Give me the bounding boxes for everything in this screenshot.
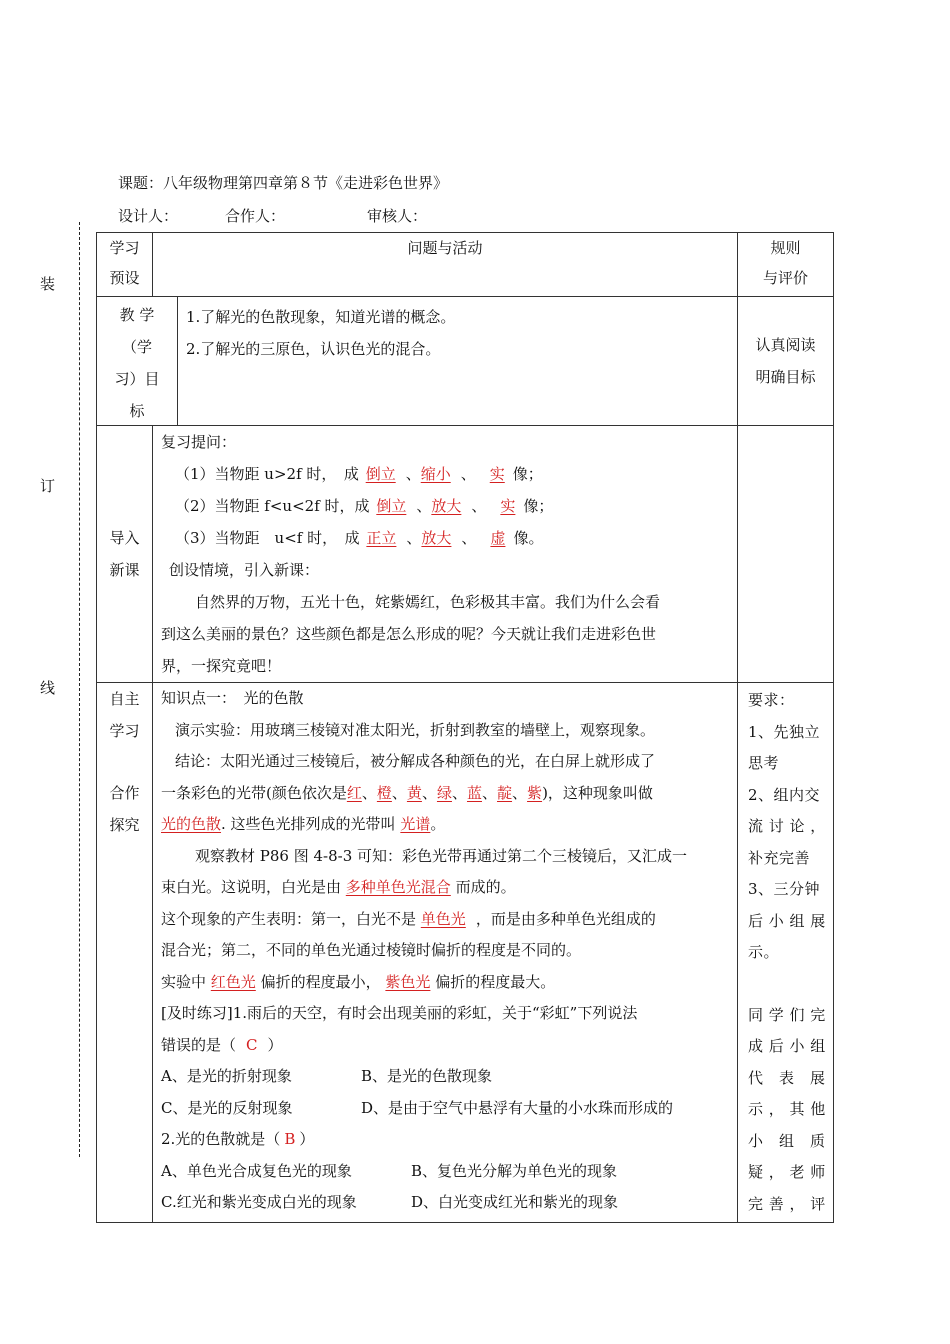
gutter-char-ding: 订: [40, 477, 56, 495]
knowledge-point-title: 知识点一： 光的色散: [161, 689, 304, 707]
answer: 光的色散: [161, 815, 222, 833]
gutter-char-zhuang: 装: [40, 275, 56, 293]
goals-cell: [97, 297, 738, 426]
goals-rule: 认真阅读 明确目标: [738, 297, 834, 426]
lesson-title: 课题：八年级物理第四章第８节《走进彩色世界》: [118, 174, 449, 192]
header-col1: 学习 预设: [97, 233, 153, 297]
intro-para: 界，一探究竟吧！: [161, 657, 282, 675]
option: B、复色光分解为单色光的现象: [411, 1161, 618, 1180]
option: A、是光的折射现象: [161, 1067, 292, 1085]
intro-content: [153, 426, 738, 683]
intro-para: 到这么美丽的景色？这些颜色都是怎么形成的呢？今天就让我们走进彩色世: [161, 625, 657, 643]
intro-row: [97, 426, 834, 683]
review-title: 复习提问：: [161, 433, 237, 451]
practice-question-2: 2.光的色散就是（ B ）: [161, 1130, 315, 1148]
demo-text: 演示实验：用玻璃三棱镜对准太阳光，折射到教室的墙壁上，观察现象。: [175, 720, 656, 739]
study-rules: 要求： 1、先独立 思考 2、组内交 流 讨 论 ， 补充完善 3、三分钟 后 小 组 展 示。 同 学 们 完 成 后 小 组 代 表 展 示 ， 其 他 小 组 质 疑 ， 老 师 完 善 ， 评: [738, 683, 834, 1223]
study-label: 自主 学习 合作 探究: [97, 683, 153, 1223]
header-col2: 问题与活动: [153, 233, 738, 297]
conclusion-text: 一条彩色的光带(颜色依次是红、橙、黄、绿、蓝、靛、紫)，这种现象叫做: [161, 783, 653, 802]
goal-item: 2.了解光的三原色，认识色光的混合。: [186, 340, 441, 358]
color-answer: 紫: [527, 783, 543, 802]
answer: 放大: [431, 497, 462, 515]
option: C.红光和紫光变成白光的现象: [161, 1193, 357, 1211]
study-row: [97, 683, 834, 1223]
answer: 多种单色光混合: [345, 878, 451, 896]
goals-row: [97, 297, 834, 426]
goals-label: 教 学 （学 习）目 标: [97, 297, 178, 425]
gutter-char-xian: 线: [40, 679, 56, 697]
option: B、是光的色散现象: [361, 1067, 493, 1085]
answer: 实: [489, 465, 505, 483]
header-col3: 规则 与评价: [738, 233, 834, 297]
goals-list: [178, 297, 737, 425]
observation-text: 观察教材 P86 图 4-8-3 可知：彩色光带再通过第二个三棱镜后，又汇成一: [195, 846, 688, 865]
color-answer: 靛: [497, 783, 513, 802]
answer: 虚: [490, 529, 506, 547]
binding-dashed-line: [79, 222, 80, 1157]
option: A、单色光合成复色光的现象: [161, 1161, 352, 1180]
practice-options-row: [161, 1156, 729, 1188]
partner-label: 合作人：: [225, 207, 286, 225]
color-answer: 黄: [406, 783, 422, 802]
color-answer: 绿: [436, 783, 452, 802]
color-answer: 橙: [376, 783, 392, 802]
practice-question-1-blank: 错误的是（ C ）: [161, 1035, 283, 1054]
phenomenon-text: 混合光；第二，不同的单色光通过棱镜时偏折的程度是不同的。: [161, 941, 582, 959]
answer: C: [246, 1035, 258, 1054]
phenomenon-text: 这个现象的产生表明：第一，白光不是 单色光 ，而是由多种单色光组成的: [161, 909, 656, 928]
review-q2: （2）当物距 f<u<2f 时，成 倒立 、放大 、 实 像；: [175, 497, 554, 515]
option: D、白光变成红光和紫光的现象: [411, 1193, 619, 1211]
answer: 单色光: [420, 909, 466, 928]
option: C、是光的反射现象: [161, 1098, 293, 1117]
study-content: [153, 683, 738, 1223]
practice-options-row: [161, 1187, 729, 1219]
answer: 紫色光: [385, 972, 431, 991]
intro-label: 导入 新课: [97, 426, 153, 683]
conclusion-text: 光的色散. 这些色光排列成的光带叫 光谱。: [161, 815, 446, 833]
answer: 放大: [421, 529, 452, 547]
answer: 倒立: [376, 497, 407, 515]
answer: 缩小: [420, 465, 451, 483]
color-answer: 红: [346, 783, 362, 802]
practice-options-row: [161, 1061, 729, 1093]
observation-text: 束白光。这说明，白光是由 多种单色光混合 而成的。: [161, 878, 516, 896]
goal-item: 1.了解光的色散现象，知道光谱的概念。: [186, 308, 456, 326]
practice-question-1: [及时练习]1.雨后的天空，有时会出现美丽的彩虹，关于“彩虹”下列说法: [161, 1004, 638, 1022]
reviewer-label: 审核人：: [367, 207, 428, 225]
table-header-row: [97, 233, 834, 297]
designer-label: 设计人：: [118, 207, 179, 225]
practice-options-row: [161, 1093, 729, 1125]
answer: 红色光: [210, 972, 256, 991]
answer: 正立: [366, 529, 397, 547]
color-answer: 蓝: [466, 783, 482, 802]
intro-rule: [738, 426, 834, 683]
answer: B: [284, 1130, 296, 1148]
intro-para: 自然界的万物，五光十色，姹紫嫣红，色彩极其丰富。我们为什么会看: [195, 593, 661, 611]
answer: 光谱: [400, 815, 431, 833]
review-q3: （3）当物距 u<f 时， 成 正立 、放大 、 虚 像。: [175, 529, 544, 547]
experiment-text: 实验中 红色光 偏折的程度最小， 紫色光 偏折的程度最大。: [161, 972, 556, 991]
scenario-title: 创设情境，引入新课：: [169, 561, 320, 579]
answer: 倒立: [365, 465, 396, 483]
answer: 实: [500, 497, 516, 515]
review-q1: （1）当物距 u>2f 时， 成 倒立 、缩小 、 实 像；: [175, 465, 543, 483]
lesson-table: [96, 232, 834, 1223]
option: D、是由于空气中悬浮有大量的小水珠而形成的: [361, 1098, 674, 1117]
conclusion-text: 结论：太阳光通过三棱镜后，被分解成各种颜色的光，在白屏上就形成了: [175, 752, 656, 770]
